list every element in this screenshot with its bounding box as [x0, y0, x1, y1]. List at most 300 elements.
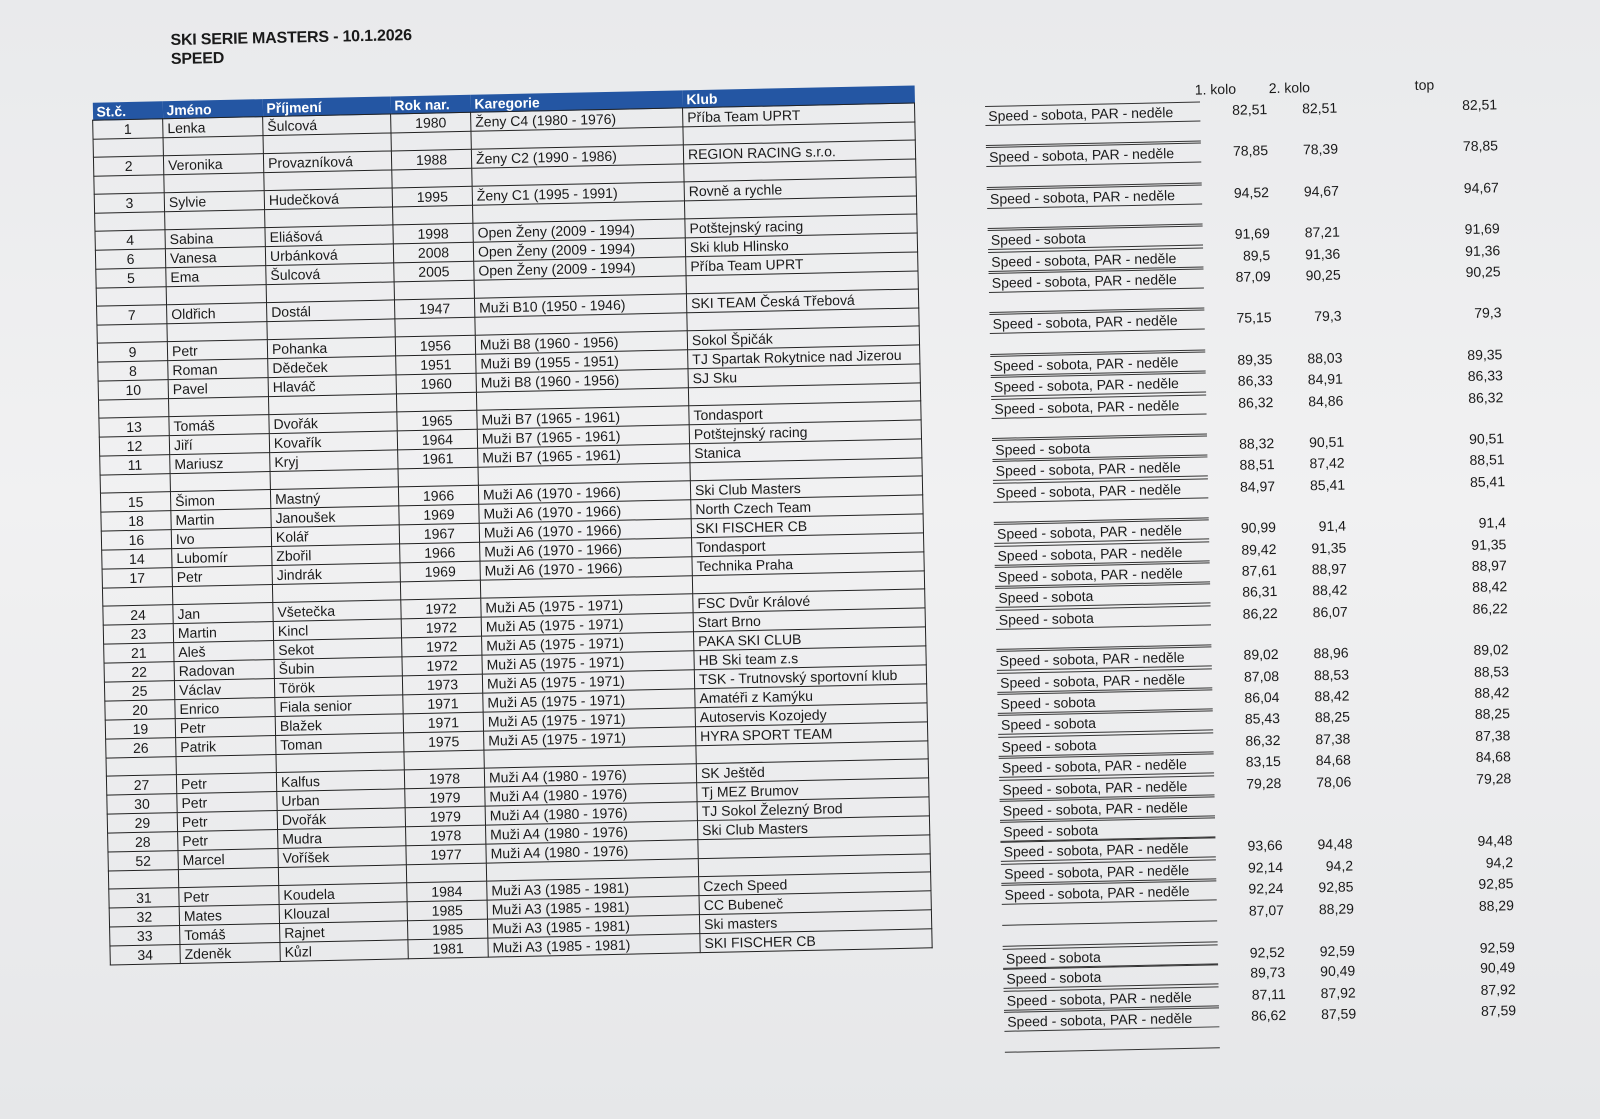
round-1-score: 75,15	[1236, 309, 1272, 327]
session-cell: Speed - sobota, PAR - neděle	[991, 394, 1206, 418]
birth-year-cell: 1961	[398, 448, 478, 469]
first-name-cell: Zdeněk	[180, 942, 280, 963]
category-cell: Muži A3 (1985 - 1981)	[488, 934, 700, 957]
last-name-cell: Kryj	[270, 450, 398, 472]
session-cell: Speed - sobota, PAR - neděle	[999, 775, 1214, 799]
club-cell: SKI TEAM Česká Třebová	[686, 289, 918, 313]
session-cell: Speed - sobota, PAR - neděle	[990, 351, 1205, 375]
first-name-cell: Jiří	[169, 434, 269, 455]
club-cell: SKI FISCHER CB	[691, 514, 923, 538]
top-score: 85,41	[1469, 473, 1506, 490]
number-cell: 23	[103, 624, 173, 644]
number-cell	[108, 870, 178, 889]
session-cell: Speed - sobota, PAR - neděle	[989, 310, 1204, 334]
top-score: 88,53	[1473, 662, 1510, 680]
last-name-cell: Šulcová	[263, 114, 391, 136]
number-cell: 33	[110, 926, 180, 946]
round-2-score	[1296, 413, 1344, 414]
birth-year-cell	[391, 131, 471, 151]
last-name-cell: Hlaváč	[268, 375, 396, 397]
scores-panel	[937, 74, 1557, 1030]
round-1-score: 83,15	[1245, 753, 1282, 770]
round-1-score	[1230, 625, 1278, 626]
session-cell: Speed - sobota, PAR - neděle	[993, 478, 1208, 502]
round-2-score: 94,2	[1325, 857, 1354, 874]
first-name-cell: Mariusz	[170, 453, 270, 474]
session-cell: Speed - sobota, PAR - neděle	[994, 541, 1209, 565]
round-2-score: 88,42	[1314, 687, 1350, 705]
club-cell: TSK - Trutnovský sportovní klub	[694, 665, 926, 689]
birth-year-cell	[394, 280, 474, 300]
col-header-last-name: Příjmení	[262, 96, 390, 116]
first-name-cell: Petr	[175, 717, 275, 738]
first-name-cell: Ema	[166, 266, 266, 287]
club-cell: Tondasport	[689, 401, 921, 425]
first-name-cell: Petr	[172, 566, 272, 587]
first-name-cell: Lenka	[163, 117, 263, 138]
round-2-score: 88,25	[1314, 708, 1351, 726]
last-name-cell: Blažek	[275, 714, 403, 736]
number-cell	[97, 324, 167, 343]
category-cell: Muži B8 (1960 - 1956)	[475, 331, 687, 354]
first-name-cell: Jan	[173, 603, 273, 624]
number-cell: 10	[98, 380, 168, 400]
birth-year-cell: 1965	[397, 410, 477, 431]
round-1-score: 89,02	[1243, 646, 1279, 663]
round-2-score	[1304, 815, 1352, 816]
birth-year-cell: 1981	[408, 938, 488, 959]
top-score: 88,42	[1474, 684, 1510, 701]
number-cell: 28	[108, 832, 178, 852]
first-name-cell: Roman	[168, 359, 268, 380]
top-score: 90,25	[1465, 263, 1501, 280]
birth-year-cell: 1978	[406, 825, 486, 846]
club-cell: Ski klub Hlinsko	[685, 233, 917, 257]
top-score	[1448, 620, 1508, 621]
birth-year-cell: 1978	[404, 768, 484, 789]
club-cell: TJ Spartak Rokytnice nad Jizerou	[688, 345, 920, 369]
birth-year-cell	[393, 205, 473, 225]
round-1-score: 86,32	[1245, 731, 1281, 749]
number-cell: 7	[97, 305, 167, 325]
birth-year-cell: 1977	[406, 844, 486, 865]
club-cell: Autoservis Kozojedy	[695, 703, 927, 727]
number-cell: 6	[95, 249, 165, 269]
session-cell: Speed - sobota, PAR - neděle	[989, 268, 1204, 292]
birth-year-cell: 1988	[391, 149, 471, 170]
first-name-cell: Patrik	[176, 736, 276, 757]
first-name-cell: Šimon	[170, 490, 270, 511]
top-score: 79,28	[1476, 769, 1512, 787]
birth-year-cell: 1969	[399, 504, 479, 525]
top-score: 88,51	[1469, 451, 1505, 469]
first-name-cell: Radovan	[174, 660, 274, 681]
session-cell: Speed - sobota	[997, 689, 1212, 713]
round-1-score	[1238, 1028, 1286, 1029]
last-name-cell: Rajnet	[280, 921, 408, 943]
round-2-score: 84,86	[1308, 392, 1344, 409]
round-1-score: 88,51	[1239, 456, 1275, 474]
first-name-cell	[167, 322, 267, 342]
club-cell: TJ Sokol Železný Brod	[697, 797, 929, 821]
round-2-score: 90,49	[1320, 962, 1356, 980]
top-score: 78,85	[1462, 137, 1499, 155]
club-cell: PAKA SKI CLUB	[693, 627, 925, 651]
number-cell: 34	[110, 945, 180, 965]
top-score: 91,4	[1478, 514, 1507, 531]
top-score: 86,22	[1472, 599, 1508, 617]
round-2-score: 88,29	[1318, 900, 1355, 917]
category-cell: Ženy C4 (1980 - 1976)	[471, 108, 683, 131]
club-cell: Příba Team UPRT	[683, 103, 915, 127]
last-name-cell: Jindrák	[272, 563, 400, 585]
last-name-cell: Hudečková	[264, 188, 392, 210]
number-cell: 1	[93, 119, 163, 139]
birth-year-cell: 1956	[395, 335, 475, 356]
birth-year-cell: 1984	[407, 881, 487, 902]
round-2-score: 91,35	[1311, 539, 1347, 556]
round-2-score: 88,53	[1313, 666, 1350, 683]
session-cell: Speed - sobota	[1003, 965, 1218, 989]
last-name-cell: Urbánková	[265, 244, 393, 266]
round-1-score: 86,33	[1237, 372, 1274, 389]
category-cell: Muži A4 (1980 - 1976)	[486, 840, 698, 863]
top-score: 79,3	[1474, 304, 1502, 322]
col-header-category: Karegorie	[470, 90, 682, 112]
number-cell: 16	[101, 530, 171, 550]
first-name-cell: Vanesa	[165, 247, 265, 268]
session-cell: Speed - sobota, PAR - neděle	[1001, 881, 1216, 905]
last-name-cell: Kolář	[271, 525, 399, 547]
birth-year-cell: 2008	[393, 242, 473, 263]
session-cell: Speed - sobota, PAR - neděle	[995, 562, 1210, 586]
top-score: 87,92	[1480, 980, 1516, 998]
top-score: 84,68	[1475, 748, 1511, 766]
header-round-1: 1. kolo	[1194, 80, 1237, 98]
last-name-cell: Dvořák	[269, 412, 397, 434]
birth-year-cell: 1972	[402, 655, 482, 676]
round-1-score: 79,28	[1246, 774, 1282, 792]
col-header-club: Klub	[682, 85, 914, 107]
number-cell	[95, 212, 165, 231]
round-2-score: 87,59	[1320, 1005, 1357, 1023]
birth-year-cell: 1985	[407, 900, 487, 921]
first-name-cell: Tomáš	[169, 415, 269, 436]
round-1-score	[1236, 922, 1284, 923]
last-name-cell: Klouzal	[279, 902, 407, 924]
top-score	[1444, 409, 1504, 410]
last-name-cell: Koudela	[279, 883, 407, 905]
header-top: top	[1414, 76, 1435, 94]
number-cell	[106, 757, 176, 776]
category-cell: Muži B10 (1950 - 1946)	[474, 294, 686, 317]
first-name-cell: Pavel	[168, 378, 268, 399]
first-name-cell	[166, 285, 266, 305]
number-cell: 24	[103, 605, 173, 625]
club-cell: CC Bubeneč	[699, 891, 931, 915]
last-name-cell: Pohanka	[267, 337, 395, 359]
first-name-cell	[176, 755, 276, 775]
number-cell: 14	[102, 549, 172, 569]
results-sheet	[30, 0, 1592, 1098]
birth-year-cell	[392, 168, 472, 188]
number-cell	[93, 138, 163, 157]
round-1-score: 93,66	[1247, 837, 1283, 855]
number-cell: 15	[100, 492, 170, 512]
top-score: 91,35	[1471, 535, 1507, 553]
first-name-cell: Sabina	[165, 228, 265, 249]
category-cell: Muži A4 (1980 - 1976)	[485, 802, 697, 825]
birth-year-cell: 1951	[396, 354, 476, 375]
category-cell: Muži B7 (1965 - 1961)	[477, 425, 689, 448]
category-cell: Muži A3 (1985 - 1981)	[487, 877, 699, 900]
round-1-score	[1227, 498, 1275, 499]
session-cell: Speed - sobota	[1000, 818, 1215, 842]
top-score	[1441, 284, 1501, 285]
number-cell: 21	[104, 643, 174, 663]
round-1-score: 91,69	[1234, 225, 1270, 243]
birth-year-cell: 1980	[391, 112, 471, 133]
top-score: 94,67	[1463, 179, 1500, 196]
round-2-score: 91,4	[1318, 517, 1347, 535]
category-cell: Muži A5 (1975 - 1971)	[482, 651, 694, 674]
category-cell: Muži A4 (1980 - 1976)	[486, 821, 698, 844]
top-score	[1437, 117, 1497, 118]
session-cell: Speed - sobota, PAR - neděle	[987, 184, 1202, 208]
first-name-cell: Petr	[176, 773, 276, 794]
round-1-score	[1220, 163, 1268, 164]
round-1-score: 86,32	[1238, 393, 1274, 411]
category-cell: Muži B7 (1965 - 1961)	[478, 444, 690, 467]
category-cell: Ženy C2 (1990 - 1986)	[471, 145, 683, 168]
first-name-cell: Sylvie	[164, 191, 264, 212]
round-2-score	[1291, 203, 1339, 204]
session-cell: Speed - sobota	[992, 435, 1207, 459]
top-score: 91,36	[1464, 241, 1501, 259]
top-score: 88,29	[1478, 896, 1515, 914]
round-2-score: 84,68	[1315, 751, 1351, 769]
number-cell: 9	[97, 342, 167, 362]
number-cell: 19	[105, 719, 175, 739]
category-cell: Muži A5 (1975 - 1971)	[481, 613, 693, 636]
top-score	[1454, 917, 1514, 918]
round-2-score: 78,39	[1302, 141, 1339, 158]
number-cell: 5	[96, 268, 166, 288]
club-cell: Tondasport	[692, 533, 924, 557]
session-cell: Speed - sobota, PAR - neděle	[999, 754, 1214, 778]
number-cell	[94, 175, 164, 194]
number-cell: 30	[107, 794, 177, 814]
round-2-score: 88,96	[1313, 644, 1349, 662]
number-cell: 8	[98, 361, 168, 381]
birth-year-cell: 1972	[401, 598, 481, 619]
first-name-cell: Petr	[177, 810, 277, 831]
top-score: 86,33	[1467, 367, 1503, 385]
number-cell: 31	[109, 888, 179, 908]
round-1-score: 94,52	[1233, 183, 1270, 201]
last-name-cell: Kincl	[273, 619, 401, 641]
round-2-score: 90,25	[1305, 266, 1341, 284]
top-score: 89,35	[1467, 346, 1503, 363]
round-1-score: 82,51	[1231, 101, 1268, 118]
number-cell: 18	[101, 511, 171, 531]
document-header	[170, 26, 412, 69]
session-cell: Speed - sobota, PAR - neděle	[1000, 838, 1215, 862]
top-score: 87,59	[1480, 1002, 1517, 1020]
number-cell: 27	[106, 775, 176, 795]
session-cell: Speed - sobota, PAR - neděle	[996, 647, 1211, 671]
category-cell: Muži A5 (1975 - 1971)	[483, 689, 695, 712]
first-name-cell: Marcel	[178, 848, 278, 869]
round-2-score	[1290, 161, 1338, 162]
last-name-cell: Všetečka	[273, 600, 401, 622]
birth-year-cell: 1972	[402, 636, 482, 657]
club-cell: SK Ještěd	[696, 759, 928, 783]
round-1-score: 78,85	[1232, 142, 1269, 160]
col-header-number: St.č.	[92, 101, 162, 120]
top-score: 89,02	[1473, 641, 1509, 659]
first-name-cell	[165, 210, 265, 230]
club-cell: Ski Club Masters	[697, 816, 929, 840]
session-cell: Speed - sobota, PAR - neděle	[991, 373, 1206, 397]
club-cell: North Czech Team	[691, 495, 923, 519]
last-name-cell: Zbořil	[272, 544, 400, 566]
birth-year-cell: 1975	[404, 731, 484, 752]
last-name-cell: Török	[274, 676, 402, 698]
number-cell: 2	[93, 156, 163, 176]
session-cell: Speed - sobota	[1003, 945, 1218, 969]
round-1-score: 86,31	[1242, 583, 1278, 601]
number-cell: 3	[94, 193, 164, 213]
category-cell: Muži A6 (1970 - 1966)	[479, 519, 691, 542]
number-cell: 25	[104, 681, 174, 701]
category-cell: Muži A5 (1975 - 1971)	[483, 708, 695, 731]
number-cell	[96, 287, 166, 306]
category-cell: Muži B7 (1965 - 1961)	[477, 406, 689, 429]
category-cell: Muži A5 (1975 - 1971)	[482, 632, 694, 655]
top-score	[1456, 1023, 1516, 1024]
first-name-cell: Enrico	[175, 698, 275, 719]
category-cell: Ženy C1 (1995 - 1991)	[472, 182, 684, 205]
top-score	[1439, 199, 1499, 200]
category-cell: Muži B9 (1955 - 1951)	[476, 350, 688, 373]
session-cell: Speed - sobota, PAR - neděle	[1004, 1008, 1219, 1032]
round-1-score: 92,24	[1248, 880, 1284, 897]
col-header-first-name: Jméno	[162, 99, 262, 119]
last-name-cell: Toman	[276, 733, 404, 755]
number-cell: 17	[102, 568, 172, 588]
top-score: 82,51	[1461, 96, 1498, 114]
session-cell: Speed - sobota, PAR - neděle	[1004, 986, 1219, 1010]
round-2-score: 87,21	[1304, 223, 1340, 241]
round-2-score: 79,3	[1314, 307, 1342, 325]
club-cell: Sokol Špičák	[687, 326, 919, 350]
top-score: 88,25	[1474, 705, 1511, 723]
first-name-cell	[172, 585, 272, 605]
category-cell: Muži B8 (1960 - 1956)	[476, 369, 688, 392]
session-cell	[1002, 902, 1217, 925]
birth-year-cell: 1985	[407, 919, 487, 940]
last-name-cell: Dědeček	[268, 356, 396, 378]
birth-year-cell: 1973	[402, 674, 482, 695]
top-score	[1438, 158, 1498, 159]
first-name-cell: Ivo	[171, 528, 271, 549]
birth-year-cell: 1971	[403, 693, 483, 714]
number-cell	[102, 587, 172, 606]
round-2-score	[1308, 1026, 1356, 1027]
document-title: SKI SERIE MASTERS - 10.1.2026	[170, 27, 413, 50]
number-cell: 13	[99, 417, 169, 437]
first-name-cell: Petr	[177, 792, 277, 813]
top-score	[1452, 790, 1512, 791]
round-2-score: 82,51	[1301, 99, 1338, 117]
session-cell: Speed - sobota	[998, 732, 1213, 756]
session-cell	[1004, 1029, 1219, 1052]
category-cell: Muži A6 (1970 - 1966)	[479, 500, 691, 523]
birth-year-cell	[395, 317, 475, 337]
last-name-cell: Urban	[277, 789, 405, 811]
last-name-cell: Provazníková	[263, 151, 391, 173]
round-2-score: 94,48	[1317, 835, 1353, 853]
col-header-birth-year: Rok nar.	[390, 95, 470, 114]
round-2-score: 88,97	[1311, 560, 1347, 578]
club-cell: Potštejnský racing	[685, 214, 917, 238]
session-cell: Speed - sobota, PAR - neděle	[1001, 859, 1216, 883]
category-cell: Muži A3 (1985 - 1981)	[487, 896, 699, 919]
session-cell: Speed - sobota, PAR - neděle	[997, 668, 1212, 692]
birth-year-cell: 1972	[401, 617, 481, 638]
top-score: 92,59	[1479, 939, 1515, 957]
club-cell: SKI FISCHER CB	[700, 929, 932, 953]
birth-year-cell: 1960	[396, 373, 476, 394]
last-name-cell: Sekot	[274, 638, 402, 660]
last-name-cell: Voříšek	[278, 846, 406, 868]
round-1-score: 85,43	[1244, 710, 1281, 728]
round-2-score: 84,91	[1307, 370, 1344, 388]
birth-year-cell	[406, 863, 486, 883]
round-1-score	[1224, 330, 1272, 331]
last-name-cell: Fiala senior	[275, 695, 403, 717]
round-1-score: 87,09	[1235, 268, 1271, 285]
number-cell: 22	[104, 662, 174, 682]
last-name-cell: Mudra	[278, 827, 406, 849]
top-score	[1445, 493, 1505, 494]
club-cell: HB Ski team z.s	[694, 646, 926, 670]
top-score: 90,51	[1468, 430, 1505, 447]
club-cell: Tj MEZ Brumov	[697, 778, 929, 802]
document-subtitle: SPEED	[170, 49, 225, 69]
round-2-score: 87,42	[1309, 454, 1345, 472]
round-2-score: 88,03	[1307, 349, 1343, 367]
first-name-cell: Lubomír	[172, 547, 272, 568]
club-cell: Czech Speed	[699, 872, 931, 896]
club-cell: Potštejnský racing	[689, 420, 921, 444]
round-2-score	[1297, 497, 1345, 498]
last-name-cell: Mastný	[270, 487, 398, 509]
number-cell: 52	[108, 851, 178, 871]
session-cell	[1002, 923, 1217, 946]
round-2-score: 90,51	[1308, 433, 1345, 451]
first-name-cell: Veronika	[163, 154, 263, 175]
birth-year-cell: 1967	[399, 523, 479, 544]
first-name-cell: Mates	[179, 904, 279, 925]
last-name-cell: Kalfus	[276, 770, 404, 792]
club-cell: HYRA SPORT TEAM	[695, 722, 927, 746]
round-1-score	[1219, 121, 1267, 122]
birth-year-cell: 1971	[403, 712, 483, 733]
round-2-score: 88,42	[1312, 581, 1348, 599]
club-cell: Technika Praha	[692, 552, 924, 576]
